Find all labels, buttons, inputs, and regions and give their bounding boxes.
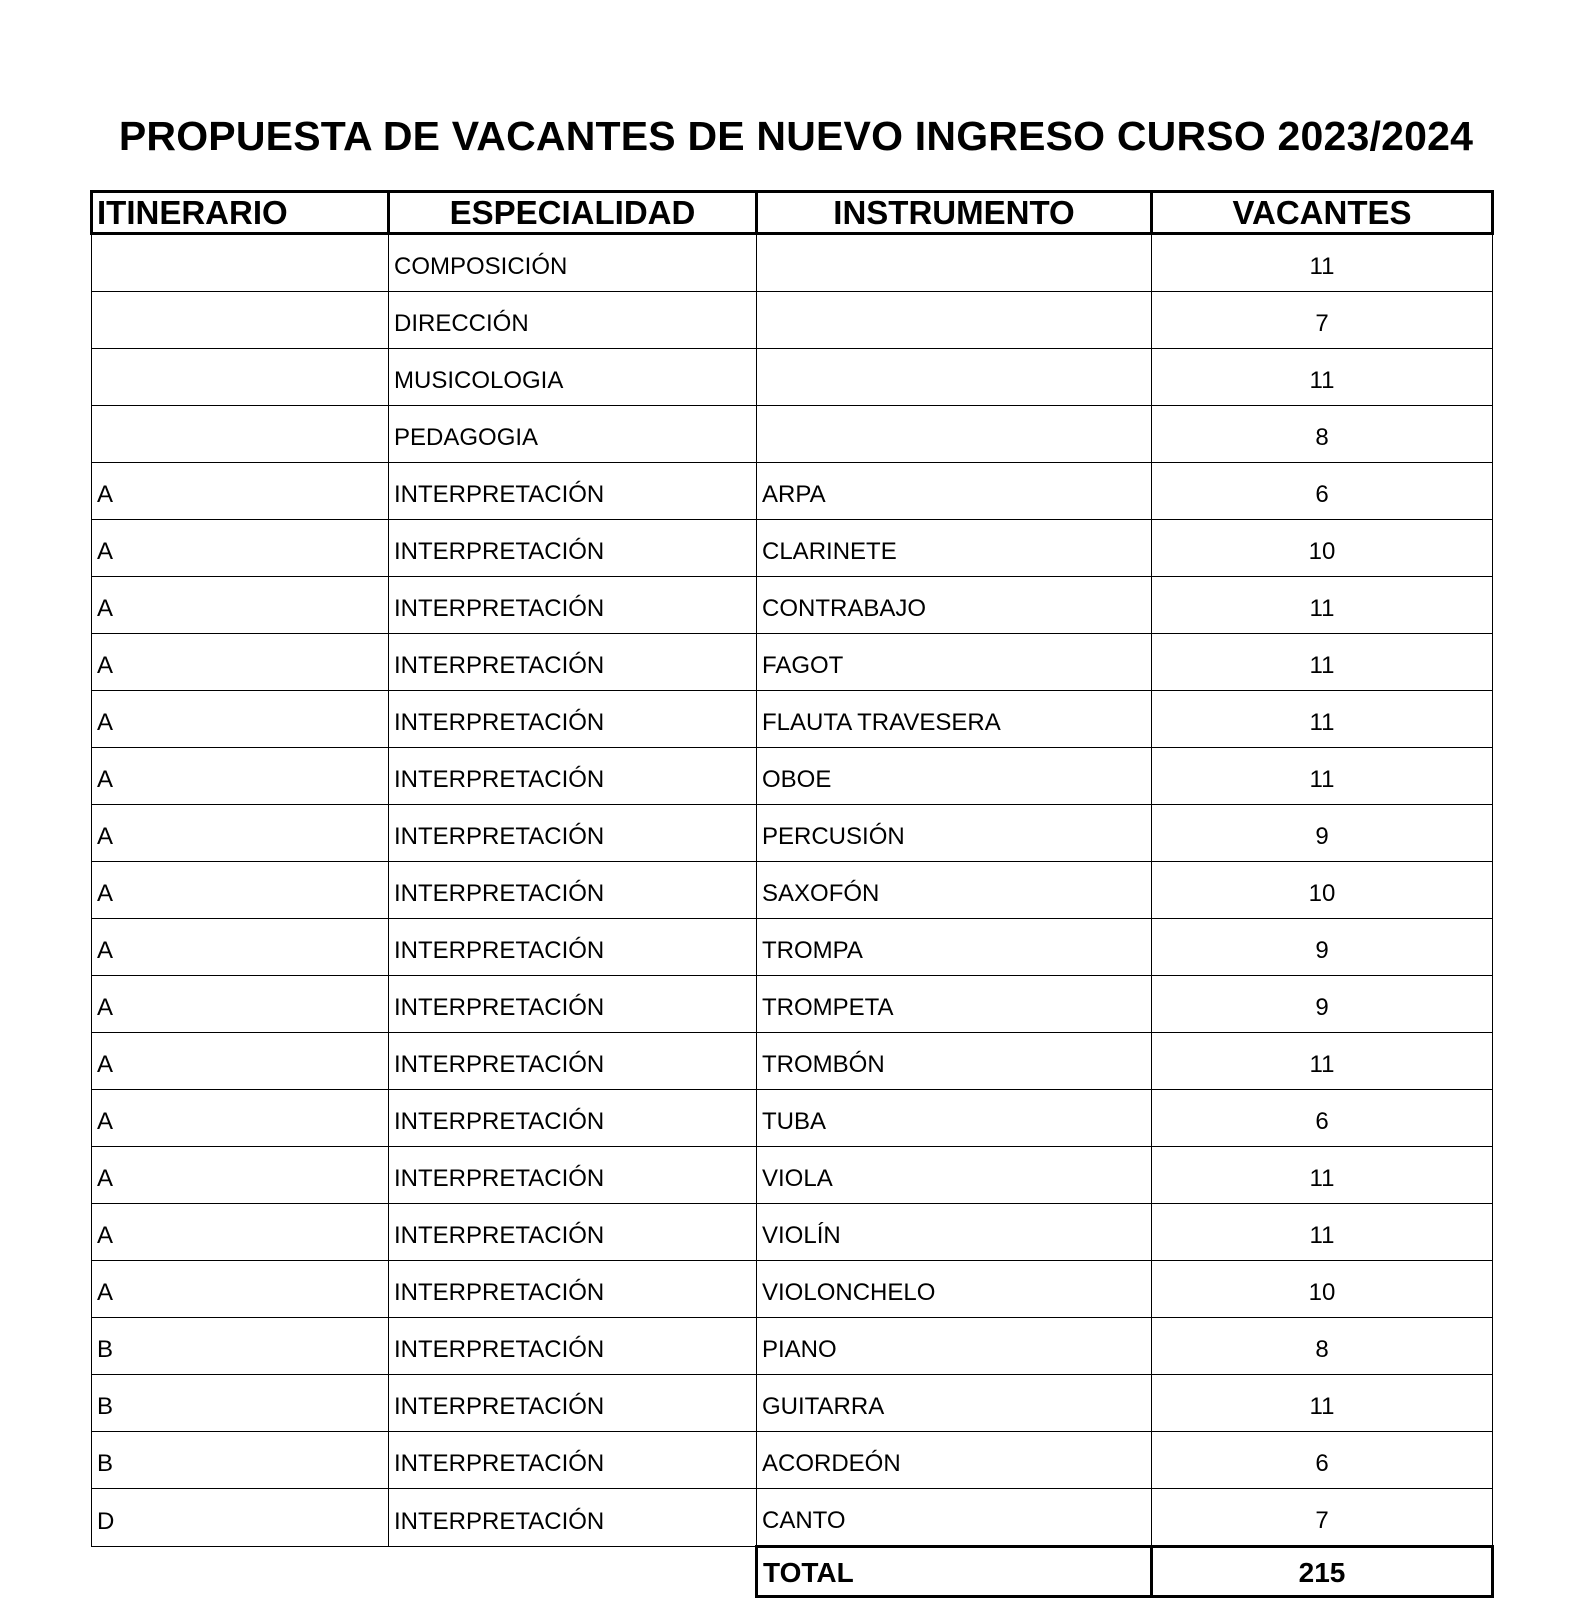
table-row — [92, 406, 1493, 463]
cell-itinerario: A — [92, 1033, 389, 1090]
cell-instrumento: SAXOFÓN — [757, 862, 1152, 919]
cell-vacantes: 10 — [1152, 520, 1493, 577]
table-row — [92, 691, 1493, 748]
cell-itinerario — [92, 292, 389, 349]
cell-especialidad: COMPOSICIÓN — [389, 234, 757, 292]
cell-itinerario: A — [92, 691, 389, 748]
cell-vacantes: 11 — [1152, 577, 1493, 634]
cell-especialidad: INTERPRETACIÓN — [389, 577, 757, 634]
cell-itinerario: B — [92, 1432, 389, 1489]
cell-instrumento: TROMBÓN — [757, 1033, 1152, 1090]
table-footer — [92, 1547, 1493, 1597]
cell-itinerario: A — [92, 520, 389, 577]
table-row — [92, 805, 1493, 862]
cell-vacantes: 8 — [1152, 1318, 1493, 1375]
cell-vacantes: 7 — [1152, 292, 1493, 349]
cell-instrumento — [757, 406, 1152, 463]
table-row — [92, 1033, 1493, 1090]
page-title: PROPUESTA DE VACANTES DE NUEVO INGRESO CURSO 2023/2024 — [118, 113, 1474, 159]
table-row — [92, 919, 1493, 976]
cell-instrumento: FLAUTA TRAVESERA — [757, 691, 1152, 748]
cell-instrumento: TROMPA — [757, 919, 1152, 976]
cell-especialidad: INTERPRETACIÓN — [389, 748, 757, 805]
table-row — [92, 234, 1493, 292]
cell-especialidad: PEDAGOGIA — [389, 406, 757, 463]
cell-especialidad: INTERPRETACIÓN — [389, 1375, 757, 1432]
cell-itinerario: A — [92, 463, 389, 520]
cell-vacantes: 7 — [1152, 1489, 1493, 1547]
cell-itinerario: A — [92, 1147, 389, 1204]
table-row — [92, 349, 1493, 406]
total-row — [92, 1547, 1493, 1597]
cell-instrumento: TROMPETA — [757, 976, 1152, 1033]
cell-vacantes: 9 — [1152, 919, 1493, 976]
cell-especialidad: INTERPRETACIÓN — [389, 1204, 757, 1261]
cell-instrumento: CONTRABAJO — [757, 577, 1152, 634]
table-row — [92, 577, 1493, 634]
cell-instrumento: GUITARRA — [757, 1375, 1152, 1432]
cell-vacantes: 10 — [1152, 1261, 1493, 1318]
cell-itinerario: A — [92, 805, 389, 862]
cell-itinerario: A — [92, 1204, 389, 1261]
cell-vacantes: 11 — [1152, 234, 1493, 292]
cell-instrumento — [757, 292, 1152, 349]
cell-itinerario: A — [92, 748, 389, 805]
cell-instrumento: CLARINETE — [757, 520, 1152, 577]
table-row — [92, 1318, 1493, 1375]
cell-vacantes: 11 — [1152, 1375, 1493, 1432]
cell-especialidad: INTERPRETACIÓN — [389, 1147, 757, 1204]
table-row — [92, 862, 1493, 919]
header-itinerario: ITINERARIO — [92, 192, 389, 234]
cell-itinerario — [92, 406, 389, 463]
cell-instrumento: VIOLA — [757, 1147, 1152, 1204]
cell-vacantes: 9 — [1152, 805, 1493, 862]
cell-instrumento: VIOLÍN — [757, 1204, 1152, 1261]
cell-instrumento: PERCUSIÓN — [757, 805, 1152, 862]
cell-especialidad: INTERPRETACIÓN — [389, 1033, 757, 1090]
cell-itinerario: A — [92, 976, 389, 1033]
table-row — [92, 1375, 1493, 1432]
cell-vacantes: 6 — [1152, 463, 1493, 520]
cell-especialidad: INTERPRETACIÓN — [389, 1489, 757, 1547]
cell-vacantes: 11 — [1152, 691, 1493, 748]
table-header — [92, 192, 1493, 234]
cell-especialidad: INTERPRETACIÓN — [389, 691, 757, 748]
cell-itinerario: B — [92, 1318, 389, 1375]
total-spacer-2 — [389, 1547, 757, 1597]
cell-vacantes: 6 — [1152, 1432, 1493, 1489]
cell-especialidad: INTERPRETACIÓN — [389, 919, 757, 976]
cell-itinerario — [92, 234, 389, 292]
header-vacantes: VACANTES — [1152, 192, 1493, 234]
table-row — [92, 292, 1493, 349]
cell-vacantes: 11 — [1152, 634, 1493, 691]
total-value: 215 — [1152, 1547, 1493, 1597]
cell-itinerario: B — [92, 1375, 389, 1432]
cell-especialidad: INTERPRETACIÓN — [389, 862, 757, 919]
cell-especialidad: MUSICOLOGIA — [389, 349, 757, 406]
cell-especialidad: INTERPRETACIÓN — [389, 805, 757, 862]
cell-itinerario: D — [92, 1489, 389, 1547]
cell-especialidad: INTERPRETACIÓN — [389, 634, 757, 691]
cell-itinerario: A — [92, 862, 389, 919]
cell-instrumento: OBOE — [757, 748, 1152, 805]
cell-instrumento: ACORDEÓN — [757, 1432, 1152, 1489]
cell-itinerario: A — [92, 919, 389, 976]
cell-instrumento: PIANO — [757, 1318, 1152, 1375]
cell-itinerario: A — [92, 1090, 389, 1147]
header-instrumento: INSTRUMENTO — [757, 192, 1152, 234]
header-especialidad: ESPECIALIDAD — [389, 192, 757, 234]
cell-itinerario: A — [92, 1261, 389, 1318]
table-row — [92, 1147, 1493, 1204]
cell-itinerario — [92, 349, 389, 406]
cell-vacantes: 11 — [1152, 1033, 1493, 1090]
cell-vacantes: 10 — [1152, 862, 1493, 919]
cell-especialidad: INTERPRETACIÓN — [389, 976, 757, 1033]
cell-especialidad: INTERPRETACIÓN — [389, 1432, 757, 1489]
table-body — [92, 234, 1493, 1547]
table-row — [92, 1489, 1493, 1547]
table-row — [92, 634, 1493, 691]
table-row — [92, 1432, 1493, 1489]
cell-vacantes: 9 — [1152, 976, 1493, 1033]
table-row — [92, 976, 1493, 1033]
cell-instrumento — [757, 349, 1152, 406]
cell-vacantes: 11 — [1152, 748, 1493, 805]
table-row — [92, 1204, 1493, 1261]
total-spacer-1 — [92, 1547, 389, 1597]
cell-vacantes: 8 — [1152, 406, 1493, 463]
cell-especialidad: INTERPRETACIÓN — [389, 1261, 757, 1318]
cell-instrumento — [757, 234, 1152, 292]
cell-instrumento: TUBA — [757, 1090, 1152, 1147]
table-row — [92, 748, 1493, 805]
cell-itinerario: A — [92, 634, 389, 691]
cell-especialidad: INTERPRETACIÓN — [389, 1090, 757, 1147]
total-label: TOTAL — [757, 1547, 1152, 1597]
header-row — [92, 192, 1493, 234]
cell-especialidad: INTERPRETACIÓN — [389, 1318, 757, 1375]
cell-vacantes: 11 — [1152, 1147, 1493, 1204]
table-row — [92, 520, 1493, 577]
cell-instrumento: CANTO — [757, 1489, 1152, 1547]
cell-instrumento: VIOLONCHELO — [757, 1261, 1152, 1318]
cell-especialidad: INTERPRETACIÓN — [389, 463, 757, 520]
table-row — [92, 1090, 1493, 1147]
cell-especialidad: DIRECCIÓN — [389, 292, 757, 349]
cell-instrumento: FAGOT — [757, 634, 1152, 691]
cell-vacantes: 6 — [1152, 1090, 1493, 1147]
cell-especialidad: INTERPRETACIÓN — [389, 520, 757, 577]
table-row — [92, 463, 1493, 520]
cell-instrumento: ARPA — [757, 463, 1152, 520]
cell-vacantes: 11 — [1152, 1204, 1493, 1261]
vacancies-table — [90, 190, 1494, 1598]
cell-vacantes: 11 — [1152, 349, 1493, 406]
cell-itinerario: A — [92, 577, 389, 634]
table-row — [92, 1261, 1493, 1318]
